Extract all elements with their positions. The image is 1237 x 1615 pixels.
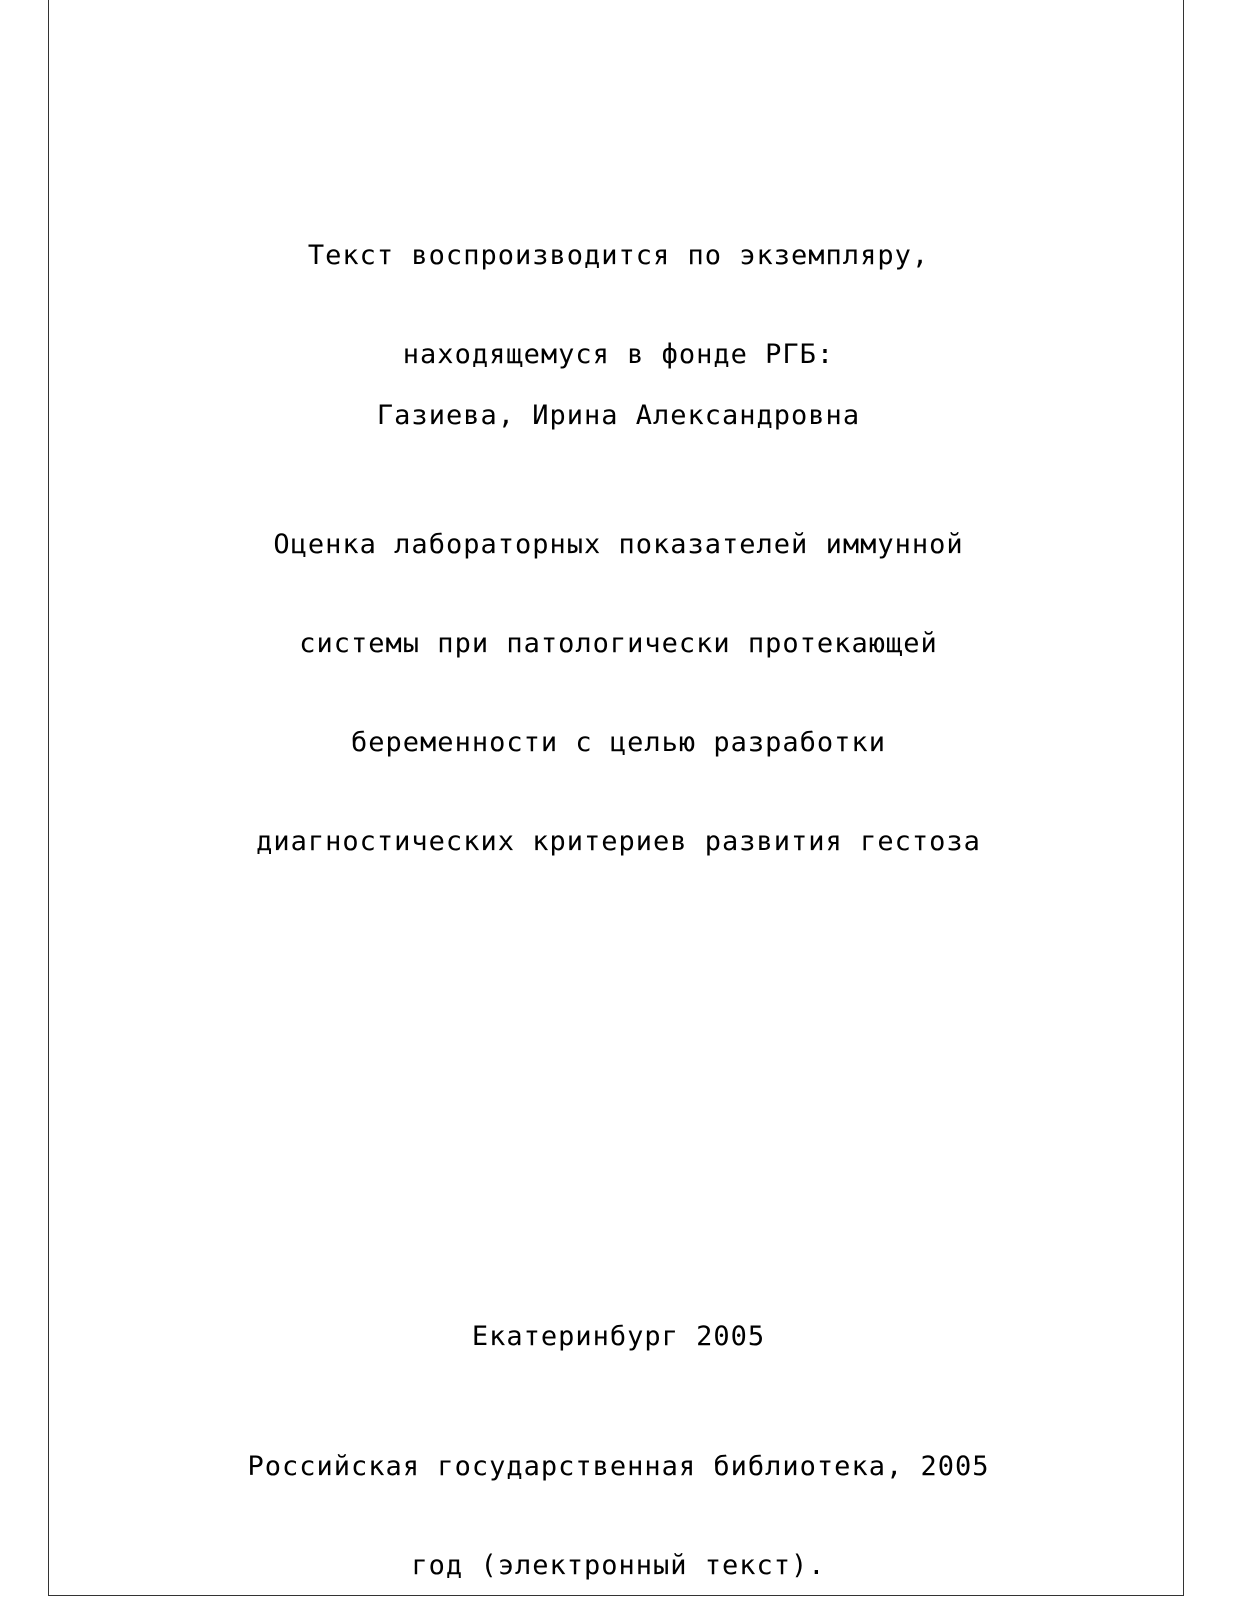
place-and-year-text: Екатеринбург 2005	[471, 1321, 766, 1352]
source-notice-line-2: находящемуся в фонде РГБ:	[402, 339, 835, 370]
title-line-2: системы при патологически протекающей	[299, 628, 938, 659]
document-title	[0, 462, 1237, 891]
author-name-text: Газиева, Ирина Александровна	[376, 400, 861, 431]
title-line-4: диагностических критериев развития гестоза	[256, 826, 981, 857]
source-notice-line-1: Текст воспроизводится по экземпляру,	[307, 240, 930, 271]
library-footer-line-1: Российская государственная библиотека, 2005	[247, 1451, 990, 1482]
title-line-1: Оценка лабораторных показателей иммунной	[273, 529, 964, 560]
library-footer-line-2: год (электронный текст).	[411, 1550, 826, 1581]
author-name	[0, 333, 1237, 465]
library-footer	[0, 1384, 1237, 1615]
place-and-year	[0, 1254, 1237, 1386]
title-line-3: беременности с целью разработки	[351, 727, 886, 758]
